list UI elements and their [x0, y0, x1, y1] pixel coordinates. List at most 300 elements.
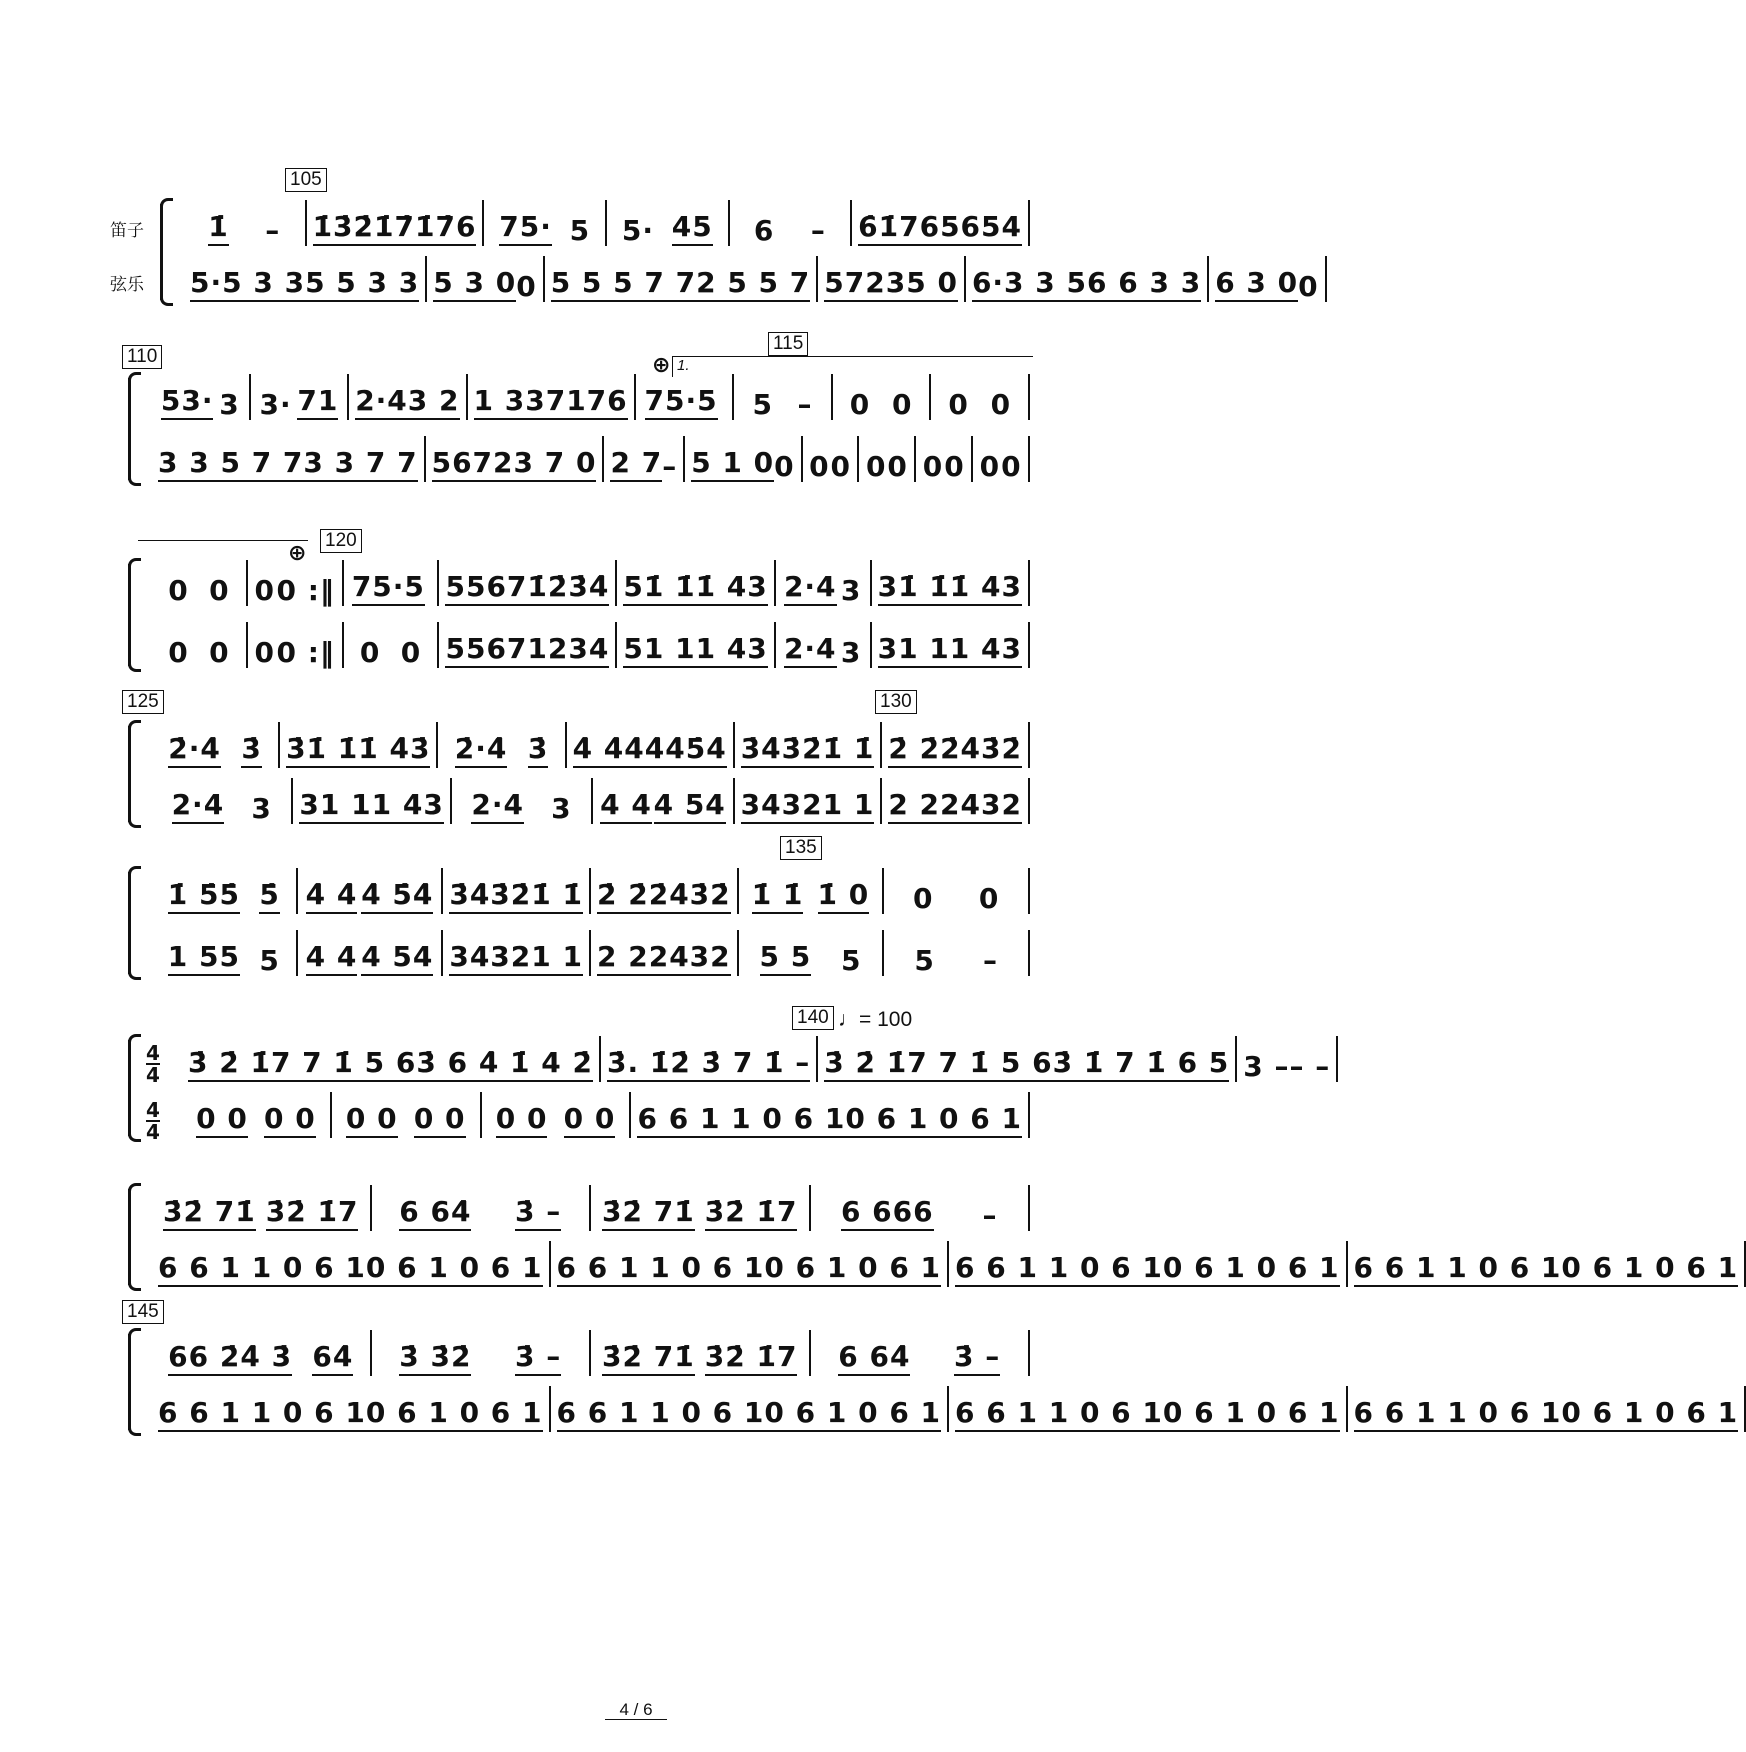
- measure: [152, 930, 298, 976]
- volta-bracket: 1.: [672, 356, 1033, 377]
- staff-brace: [128, 872, 131, 974]
- measure: [884, 868, 1030, 914]
- measure: [293, 778, 451, 824]
- measure: [617, 560, 775, 606]
- measure: [833, 374, 932, 420]
- note-group: 0 :‖: [276, 636, 335, 669]
- measure: [776, 622, 872, 668]
- note-group: 6̇1̇76: [858, 212, 940, 246]
- measure: [872, 560, 1030, 606]
- note-group: 1̇: [208, 212, 228, 246]
- measure: [949, 1386, 1348, 1432]
- measure: [949, 1241, 1348, 1287]
- note-group: 0: [359, 636, 381, 669]
- note-group: 75·5: [645, 386, 718, 420]
- note-group: 0 0: [496, 1104, 548, 1138]
- coda-sign-icon: ⊕: [288, 540, 307, 565]
- note-group: 0 0: [196, 1104, 248, 1138]
- strings-staff: [152, 1241, 1739, 1287]
- score-system: [118, 868, 1030, 980]
- note-group: 5: [259, 944, 280, 977]
- note-group: 0: [400, 636, 422, 669]
- note-group: 5672: [432, 448, 514, 482]
- measure: [818, 1036, 1237, 1082]
- score-system: [118, 374, 1030, 486]
- measure: [636, 374, 735, 420]
- note-group: 0: [978, 882, 1000, 915]
- note-group: 5·: [621, 214, 654, 247]
- note-group: 51̇ 1̇: [623, 572, 695, 606]
- note-group: 2̇ 2̇: [597, 880, 649, 914]
- measure: [591, 1330, 811, 1376]
- note-group: –: [982, 1199, 998, 1232]
- note-group: 6: [753, 214, 775, 247]
- note-group: 0: [254, 574, 276, 607]
- note-group: 5 1 0: [691, 448, 774, 482]
- note-group: 2·4: [784, 634, 837, 668]
- note-group: 6 6 1 1 0 6 1: [158, 1398, 366, 1432]
- note-group: 0: [865, 450, 887, 483]
- measure: [152, 1185, 372, 1231]
- note-group: 6 6 1 1 0 6 1: [557, 1398, 765, 1432]
- dizi-staff: [152, 868, 1030, 914]
- note-group: 64̇: [312, 1342, 353, 1376]
- staff-brace: [160, 204, 163, 300]
- note-group: 2̇ 3̇ 7 1̇ –: [670, 1048, 810, 1082]
- note-group: 5 5 5 7 7: [551, 268, 696, 302]
- note-group: 53·: [161, 386, 214, 420]
- measure: [349, 374, 467, 420]
- note-group: 0 0: [414, 1104, 466, 1138]
- note-group: 0: [830, 450, 852, 483]
- note-group: 3̇2̇ 1̇7: [705, 1342, 798, 1376]
- note-group: 3̇ 3̇2̇: [399, 1342, 471, 1376]
- measure: [591, 868, 739, 914]
- measure: [182, 1092, 332, 1138]
- measure-number-105: 105: [285, 168, 327, 192]
- measure: [152, 1241, 551, 1287]
- note-group: 3: [551, 792, 572, 825]
- measure-number-140: 140: [792, 1006, 834, 1030]
- measure-number-125: 125: [122, 690, 164, 714]
- note-group: 2 5 5 7: [696, 268, 810, 302]
- dizi-staff: [152, 722, 1030, 768]
- measure-number-120: 120: [320, 529, 362, 553]
- measure: [730, 200, 853, 246]
- note-group: 1̇3̇2̇1̇: [313, 212, 395, 246]
- measure: [884, 930, 1030, 976]
- note-group: 7176: [546, 386, 628, 420]
- measure-number-130: 130: [875, 690, 917, 714]
- note-group: 4 4: [600, 790, 652, 824]
- note-group: 0: [168, 574, 189, 607]
- note-group: 2 2: [888, 790, 940, 824]
- note-group: 31 1: [878, 634, 950, 668]
- note-group: 1̇ 1̇: [823, 734, 875, 768]
- note-group: 1 55: [168, 942, 240, 976]
- measure: [426, 436, 605, 482]
- score-system: [118, 560, 1030, 672]
- dizi-staff: [184, 200, 1030, 246]
- note-group: 5723: [824, 268, 906, 302]
- measure-number-135: 135: [780, 836, 822, 860]
- note-group: 5: [569, 214, 591, 247]
- dizi-staff: [152, 1185, 1030, 1231]
- note-group: 1 43: [372, 790, 444, 824]
- note-group: 0 6 1 0 6 1: [764, 1253, 941, 1287]
- note-group: 5̇: [259, 880, 279, 914]
- note-group: 2 7: [610, 448, 662, 482]
- note-group: 0: [809, 450, 830, 483]
- note-group: 3̇ –: [515, 1342, 561, 1376]
- note-group: 0 6 1 0 6 1: [764, 1398, 941, 1432]
- measure: [372, 1185, 592, 1231]
- note-group: 5·5 3 3: [190, 268, 305, 302]
- note-group: 0: [774, 450, 795, 483]
- note-group: 1 43: [950, 634, 1022, 668]
- measure: [601, 1036, 818, 1082]
- instrument-label-dizi: 笛子: [110, 221, 144, 240]
- staff-brace: [128, 1334, 131, 1430]
- note-group: 4 54: [654, 790, 726, 824]
- note-group: 3̇1̇ 1̇: [286, 734, 358, 768]
- note-group: 6 6 1 1 0 6 1: [557, 1253, 765, 1287]
- note-group: 1̇ 1̇: [752, 880, 804, 914]
- note-group: 0: [254, 636, 276, 669]
- note-group: 3̇ 6 4̇ 1̇ 4 2̇: [416, 1048, 593, 1082]
- measure: [372, 1330, 592, 1376]
- measure: [248, 622, 344, 668]
- note-group: 1 43: [696, 634, 768, 668]
- coda-sign-icon: ⊕: [652, 352, 671, 377]
- note-group: 0: [922, 450, 944, 483]
- note-group: 2̇4̇3̇2̇: [649, 880, 731, 914]
- volta-line: [138, 540, 308, 541]
- note-group: 1̇ 5̇5̇: [168, 880, 240, 914]
- note-group: 6 3 0: [1215, 268, 1298, 302]
- note-group: 0 6 1 0 6 1: [1561, 1398, 1738, 1432]
- note-group: 0 :‖: [276, 574, 335, 607]
- staff-brace: [128, 1040, 131, 1136]
- note-group: 0: [1298, 270, 1319, 303]
- note-group: 5567: [445, 634, 527, 668]
- note-group: –: [982, 944, 998, 977]
- page-number: 4 / 6: [0, 1700, 1272, 1720]
- measure: [567, 722, 735, 768]
- note-group: 3 2: [408, 386, 460, 420]
- measure: [184, 200, 307, 246]
- note-group: 3 7 0: [514, 448, 597, 482]
- measure: [152, 560, 248, 606]
- note-group: 0: [209, 636, 230, 669]
- note-group: 0: [887, 450, 908, 483]
- note-group: 3̇. 1̇: [607, 1048, 670, 1082]
- strings-staff: [152, 778, 1030, 824]
- note-group: 5 0: [906, 268, 958, 302]
- note-group: 2432: [940, 790, 1022, 824]
- note-group: 0 6 1 0 6 1: [1163, 1398, 1340, 1432]
- measure: [280, 722, 438, 768]
- note-group: 2̇·4̇: [168, 734, 221, 768]
- note-group: 2̇·4̇: [455, 734, 508, 768]
- strings-staff: [152, 622, 1030, 668]
- note-group: 1 1: [531, 942, 583, 976]
- measure: [735, 722, 883, 768]
- note-group: 0 6 1 0 6 1: [1561, 1253, 1738, 1287]
- note-group: 1̇ 4̇3̇: [358, 734, 430, 768]
- note-group: 3̇2̇ 71̇: [602, 1342, 695, 1376]
- note-group: 6 6 1 1 0 6 1: [1354, 1398, 1562, 1432]
- note-group: 71: [297, 386, 338, 420]
- measure: [482, 1092, 632, 1138]
- measure: [468, 374, 636, 420]
- note-group: 2 2: [597, 942, 649, 976]
- staff-brace: [128, 726, 131, 822]
- instrument-label-strings: 弦乐: [110, 275, 144, 294]
- note-group: 3̇ –: [954, 1342, 1000, 1376]
- measure: [607, 200, 730, 246]
- measure-number-110: 110: [122, 345, 162, 369]
- note-group: 3̇4̇3̇2̇: [449, 880, 531, 914]
- note-group: 3̇: [528, 734, 548, 768]
- note-group: 6 6 1 1 0 6 1: [637, 1104, 845, 1138]
- note-group: 4 4: [306, 942, 358, 976]
- note-group: 3̇ –: [515, 1197, 561, 1231]
- measure: [872, 622, 1030, 668]
- measure: [734, 374, 833, 420]
- note-group: 1̇ 43: [950, 572, 1022, 606]
- measure: [551, 1241, 950, 1287]
- note-group: 6 6 1 1 0 6 1: [1354, 1253, 1562, 1287]
- measure: [803, 436, 860, 482]
- measure: [182, 1036, 601, 1082]
- note-group: 0: [1001, 450, 1022, 483]
- measure: [152, 1386, 551, 1432]
- note-group: 6 666: [841, 1197, 934, 1231]
- note-group: 0: [168, 636, 189, 669]
- note-group: 0: [209, 574, 230, 607]
- note-group: 2̇4̇3̇2̇: [940, 734, 1022, 768]
- note-group: 3432: [449, 942, 531, 976]
- note-group: 3: [251, 792, 272, 825]
- staff-brace: [128, 1189, 131, 1285]
- staff-brace: [128, 378, 131, 480]
- dizi-staff: [152, 560, 1030, 606]
- note-group: 0 6 1 0 6 1: [366, 1398, 543, 1432]
- measure: [931, 374, 1030, 420]
- time-signature-top-staff: 4 4: [146, 1041, 160, 1087]
- note-group: 7̇1̇7̇6: [395, 212, 477, 246]
- measure: [332, 1092, 482, 1138]
- note-group: 3 3 5 7 7: [158, 448, 303, 482]
- measure: [591, 1185, 811, 1231]
- note-group: 4̇ 4̇: [306, 880, 358, 914]
- note-group: 5: [914, 944, 935, 977]
- note-group: 0 6 1 0 6 1: [1163, 1253, 1340, 1287]
- note-group: 1234: [527, 634, 609, 668]
- measure: [882, 778, 1030, 824]
- note-group: 4̇4̇5̇4̇: [645, 734, 727, 768]
- note-group: 0: [913, 882, 934, 915]
- measure: [152, 374, 251, 420]
- measure: [776, 560, 872, 606]
- measure: [859, 436, 916, 482]
- measure: [591, 930, 739, 976]
- note-group: 3: [219, 388, 240, 421]
- note-group: 31̇ 1̇: [878, 572, 950, 606]
- note-group: 0: [948, 388, 969, 421]
- note-group: 4̇ 5̇4̇: [361, 880, 433, 914]
- note-group: 2·4: [172, 790, 225, 824]
- measure: [439, 560, 617, 606]
- note-group: 0: [990, 388, 1012, 421]
- note-group: 6 6 1 1 0 6 1: [158, 1253, 366, 1287]
- note-group: 3̇2̇ 71̇: [602, 1197, 695, 1231]
- note-group: 5 5 3 3: [305, 268, 419, 302]
- measure: [882, 722, 1030, 768]
- note-group: 66 2̇4̇ 3̇: [168, 1342, 292, 1376]
- note-group: 3̇2̇ 1̇7: [266, 1197, 359, 1231]
- note-group: 6 64̇: [838, 1342, 910, 1376]
- note-group: 4̇ 4̇4̇: [573, 734, 645, 768]
- note-group: 0: [516, 270, 537, 303]
- note-group: 2·4: [784, 572, 837, 606]
- measure: [248, 560, 344, 606]
- note-group: 5567: [445, 572, 527, 606]
- measure-number-115: 115: [768, 332, 808, 356]
- note-group: 51 1: [623, 634, 695, 668]
- note-group: 1 33: [474, 386, 546, 420]
- measure: [1237, 1036, 1338, 1082]
- note-group: 3̇ 1̇ 7 1̇ 6 5: [1053, 1048, 1230, 1082]
- measure: [152, 868, 298, 914]
- note-group: 1̇ 43: [696, 572, 768, 606]
- measure: [1348, 1241, 1746, 1287]
- strings-staff: [152, 1386, 1739, 1432]
- note-group: 2·4: [471, 790, 524, 824]
- score-system: [118, 1330, 1739, 1436]
- note-group: 2·4: [355, 386, 408, 420]
- note-group: –: [265, 214, 281, 247]
- note-group: 3̇ 2̇ 1̇7 7 1̇ 5 6: [824, 1048, 1052, 1082]
- note-group: 0: [849, 388, 871, 421]
- measure: [438, 722, 566, 768]
- note-group: 0: [892, 388, 913, 421]
- note-group: 0: [944, 450, 965, 483]
- measure: [452, 778, 593, 824]
- note-group: 3 –: [1243, 1050, 1290, 1083]
- note-group: 1 1: [823, 790, 875, 824]
- measure: [251, 374, 350, 420]
- measure: [152, 722, 280, 768]
- note-group: 1̇ 1̇: [531, 880, 583, 914]
- tempo-marking: ♩= 100: [838, 1008, 913, 1031]
- measure: [735, 778, 883, 824]
- measure: [973, 436, 1030, 482]
- measure: [443, 868, 591, 914]
- note-group: –: [810, 214, 826, 247]
- note-group: 1̇ 0: [818, 880, 870, 914]
- note-group: 0 6 1 0 6 1: [845, 1104, 1022, 1138]
- note-group: 6 6 1 1 0 6 1: [955, 1398, 1163, 1432]
- measure: [484, 200, 607, 246]
- note-group: –: [662, 450, 678, 483]
- measure: [811, 1330, 1031, 1376]
- note-group: 3̇2̇ 71̇: [163, 1197, 256, 1231]
- note-group: 1̇2̇3̇4̇: [527, 572, 609, 606]
- dizi-staff: [152, 374, 1030, 420]
- strings-staff: [152, 436, 1030, 482]
- dizi-staff: [152, 1330, 1030, 1376]
- note-group: 0 0: [346, 1104, 398, 1138]
- note-group: 5 3 0: [433, 268, 516, 302]
- note-group: 0 0: [564, 1104, 616, 1138]
- note-group: 3432: [741, 790, 823, 824]
- note-group: 3·: [259, 388, 292, 421]
- measure: [545, 256, 819, 302]
- measure: [631, 1092, 1030, 1138]
- measure: [1209, 256, 1326, 302]
- measure: [152, 778, 293, 824]
- measure: [966, 256, 1209, 302]
- strings-staff: [152, 930, 1030, 976]
- staff-brace: [128, 564, 131, 666]
- strings-staff: [182, 1092, 1030, 1138]
- measure: [344, 560, 440, 606]
- strings-staff: [184, 256, 1319, 303]
- measure: [1348, 1386, 1746, 1432]
- score-system: [118, 722, 1030, 828]
- note-group: 31 1: [299, 790, 371, 824]
- measure: [739, 868, 885, 914]
- measure: [298, 930, 444, 976]
- measure: [152, 1330, 372, 1376]
- note-group: 3̇: [241, 734, 261, 768]
- note-group: 3: [840, 574, 862, 607]
- measure: [152, 622, 248, 668]
- measure: [344, 622, 440, 668]
- measure: [818, 256, 966, 302]
- note-group: 3̇4̇3̇2̇: [741, 734, 823, 768]
- score-system: [118, 1185, 1739, 1291]
- measure: [443, 930, 591, 976]
- measure: [427, 256, 544, 302]
- measure: [811, 1185, 1031, 1231]
- measure: [617, 622, 775, 668]
- measure: [593, 778, 734, 824]
- note-group: 6·3 3 5: [972, 268, 1087, 302]
- note-group: 6 64̇: [399, 1197, 471, 1231]
- measure: [152, 436, 426, 482]
- note-group: 75·5: [352, 572, 425, 606]
- measure: [307, 200, 485, 246]
- note-group: 75·: [499, 212, 552, 246]
- note-group: 45: [672, 212, 713, 246]
- note-group: 5: [752, 388, 773, 421]
- note-group: 3̇ 2̇ 1̇7 7 1̇ 5 6: [188, 1048, 416, 1082]
- measure: [298, 868, 444, 914]
- note-group: 3̇2̇ 1̇7: [705, 1197, 798, 1231]
- note-group: 0 0: [264, 1104, 316, 1138]
- dizi-staff: [182, 1036, 1331, 1083]
- time-signature-bottom-staff: 4 4: [146, 1098, 160, 1144]
- measure: [852, 200, 1030, 246]
- score-system: [118, 1036, 1331, 1142]
- measure: [916, 436, 973, 482]
- note-group: 0 6 1 0 6 1: [366, 1253, 543, 1287]
- note-group: 6 6 1 1 0 6 1: [955, 1253, 1163, 1287]
- note-group: 3 3 7 7: [303, 448, 417, 482]
